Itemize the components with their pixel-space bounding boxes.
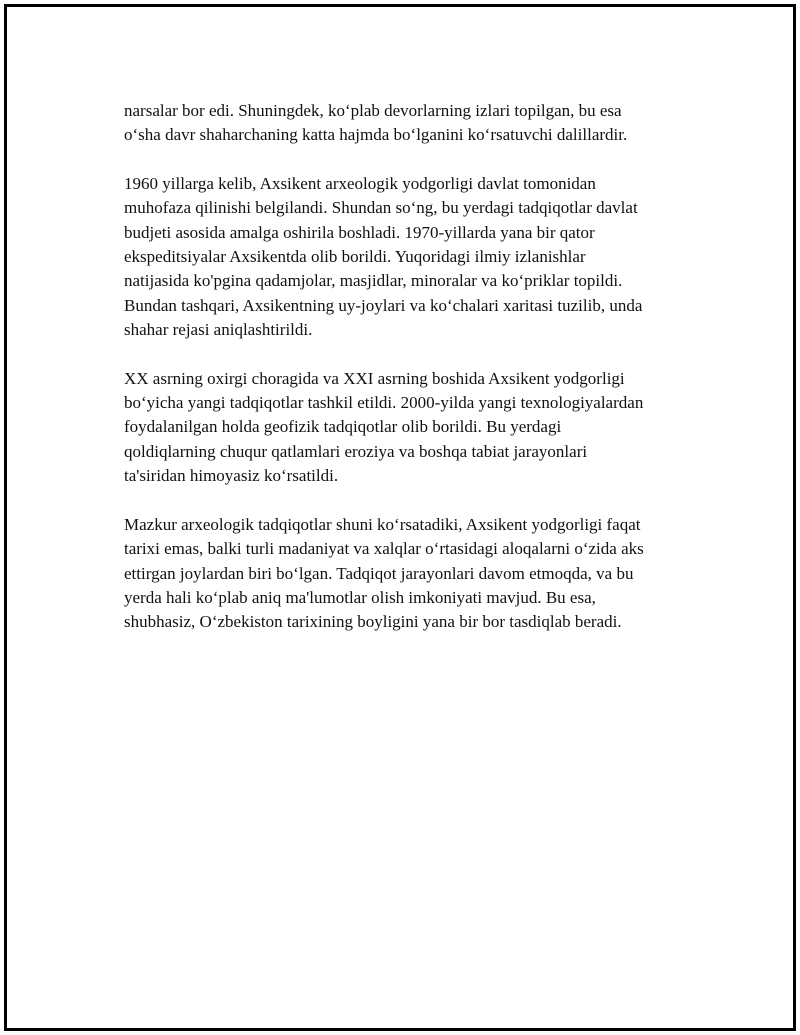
- text-line: shubhasiz, O‘zbekiston tarixining boyligini yana bir bor tasdiqlab beradi.: [124, 612, 622, 632]
- document-body: [124, 99, 694, 659]
- paragraph: [124, 172, 694, 343]
- text-line: tarixi emas, balki turli madaniyat va xalqlar o‘rtasidagi aloqalarni o‘zida aks: [124, 539, 644, 559]
- text-line: ekspeditsiyalar Axsikentda olib borildi. Yuqoridagi ilmiy izlanishlar: [124, 247, 586, 267]
- page-frame: [4, 4, 796, 1031]
- text-line: o‘sha davr shaharchaning katta hajmda bo‘lganini ko‘rsatuvchi dalillardir.: [124, 125, 628, 145]
- text-line: 1960 yillarga kelib, Axsikent arxeologik yodgorligi davlat tomonidan: [124, 173, 596, 193]
- text-line: ettirgan joylardan biri bo‘lgan. Tadqiqot jarayonlari davom etmoqda, va bu: [124, 563, 634, 583]
- text-line: qoldiqlarning chuqur qatlamlari eroziya va boshqa tabiat jarayonlari: [124, 441, 588, 461]
- text-line: budjeti asosida amalga oshirila boshladi. 1970-yillarda yana bir qator: [124, 222, 595, 242]
- paragraph: [124, 99, 694, 148]
- text-line: Mazkur arxeologik tadqiqotlar shuni ko‘rsatadiki, Axsikent yodgorligi faqat: [124, 514, 641, 534]
- text-line: Bundan tashqari, Axsikentning uy-joylari va ko‘chalari xaritasi tuzilib, unda: [124, 295, 643, 315]
- text-line: shahar rejasi aniqlashtirildi.: [124, 320, 313, 340]
- paragraph: [124, 513, 694, 635]
- text-line: narsalar bor edi. Shuningdek, ko‘plab devorlarning izlari topilgan, bu esa: [124, 101, 622, 120]
- text-line: ta'siridan himoyasiz ko‘rsatildi.: [124, 466, 339, 486]
- text-line: natijasida ko'pgina qadamjolar, masjidlar, minoralar va ko‘priklar topildi.: [124, 271, 623, 291]
- text-line: bo‘yicha yangi tadqiqotlar tashkil etildi. 2000-yilda yangi texnologiyalardan: [124, 393, 644, 413]
- paragraph: [124, 367, 694, 489]
- text-line: foydalanilgan holda geofizik tadqiqotlar olib borildi. Bu yerdagi: [124, 417, 562, 437]
- text-line: yerda hali ko‘plab aniq ma'lumotlar olish imkoniyati mavjud. Bu esa,: [124, 587, 596, 607]
- text-line: XX asrning oxirgi choragida va XXI asrning boshida Axsikent yodgorligi: [124, 368, 625, 388]
- text-line: muhofaza qilinishi belgilandi. Shundan so‘ng, bu yerdagi tadqiqotlar davlat: [124, 198, 638, 218]
